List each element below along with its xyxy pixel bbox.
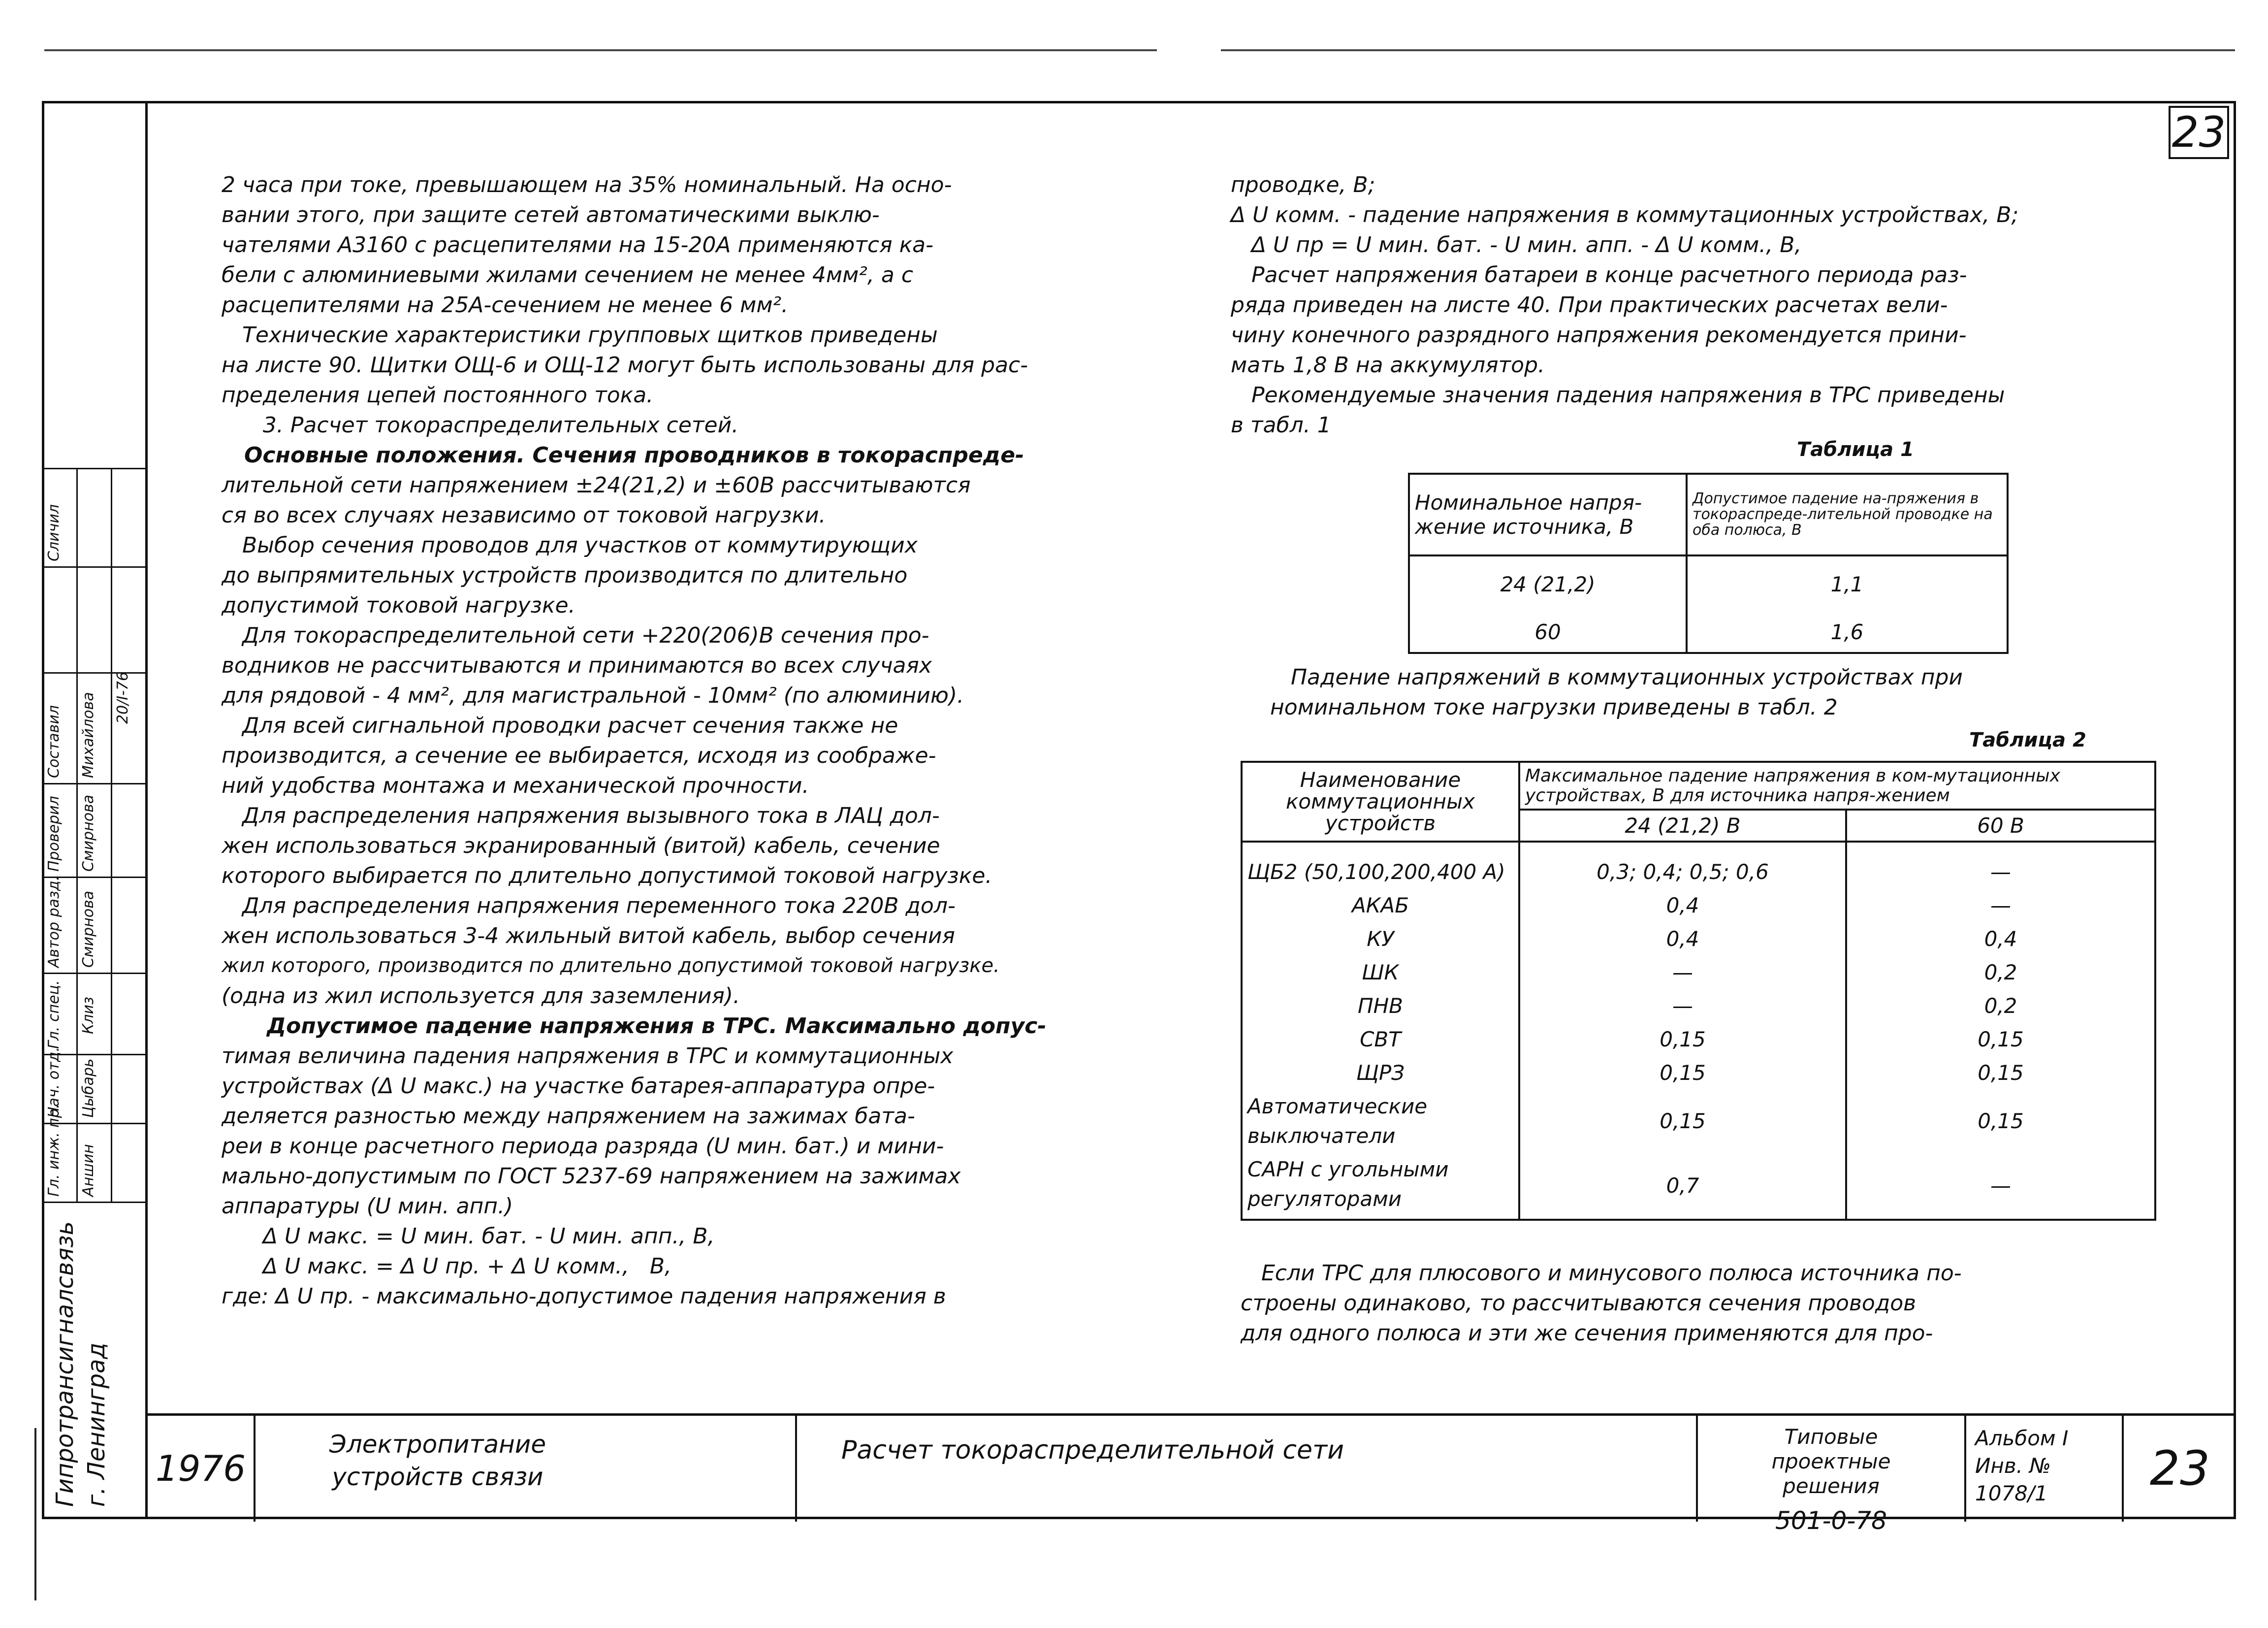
- top-rule-left: [44, 49, 1157, 51]
- table1-caption: Таблица 1: [1797, 438, 1914, 461]
- table1-header-drop: Допустимое падение на-пряжения в токораспреде-лительной проводке на оба полюса, В: [1687, 474, 2008, 555]
- text-line: жил которого, производится по длительно допустимой токовой нагрузке.: [222, 954, 1000, 977]
- text-line: в табл. 1: [1231, 413, 1331, 438]
- section-heading: 3. Расчет токораспределительных сетей.: [222, 413, 739, 438]
- table1-row: [1409, 555, 2008, 612]
- role-2: Нач. отд.: [45, 1047, 63, 1118]
- table2-subheader-24: 24 (21,2) В: [1519, 810, 1846, 842]
- text-line: где: Δ U пр. - максимально-допустимое падения напряжения в: [222, 1284, 946, 1309]
- text-line: номинальном токе нагрузки приведены в табл. 2: [1270, 695, 1838, 720]
- title-album-cell: [1964, 1416, 2122, 1522]
- table2-cell: ШК: [1242, 956, 1519, 989]
- formula-line: Δ U макс. = U мин. бат. - U мин. апп., В,: [222, 1224, 715, 1249]
- title-year-cell: [148, 1416, 254, 1522]
- table2-header-device: Наименование коммутационных устройств: [1242, 762, 1519, 842]
- table2-row: [1242, 842, 2155, 889]
- table2-cell: САРН с угольными регуляторами: [1242, 1153, 1519, 1220]
- title-sheet-number: 23: [2149, 1441, 2210, 1496]
- text-line: чателями А3160 с расцепителями на 15-20А применяются ка-: [222, 232, 933, 258]
- title-inv-label: Инв. №: [1975, 1454, 2051, 1478]
- table2-cell: —: [1519, 956, 1846, 989]
- top-rule-right: [1221, 49, 2235, 51]
- title-block: [148, 1413, 2236, 1535]
- text-line: жен использоваться 3-4 жильный витой кабель, выбор сечения: [222, 923, 955, 948]
- title-subject: Электропитание устройств связи: [329, 1430, 546, 1491]
- text-line: Для токораспределительной сети +220(206)В сечения про-: [222, 623, 929, 648]
- name-6: Михайлова: [80, 692, 97, 778]
- role-6: Составил: [45, 705, 63, 778]
- table2-cell: ЩБ2 (50,100,200,400 А): [1242, 842, 1519, 889]
- table2-header-row: [1242, 762, 2155, 810]
- text-line: Выбор сечения проводов для участков от коммутирующих: [222, 533, 918, 558]
- text-line: ряда приведен на листе 40. При практических расчетах вели-: [1231, 293, 1948, 318]
- table2-row: [1242, 1153, 2155, 1220]
- name-5: Смирнова: [80, 794, 97, 872]
- table2-cell: КУ: [1242, 922, 1519, 956]
- left-column: [222, 170, 1216, 1311]
- text-line: которого выбирается по длительно допустимой токовой нагрузке.: [222, 863, 992, 888]
- text-line: реи в конце расчетного периода разряда (U мин. бат.) и мини-: [222, 1134, 944, 1159]
- text-line: 2 часа при токе, превышающем на 35% номинальный. На осно-: [222, 172, 952, 197]
- text-line: устройствах (Δ U макс.) на участке батарея-аппаратура опре-: [222, 1074, 935, 1099]
- table2-row: [1242, 956, 2155, 989]
- text-line: для рядовой - 4 мм², для магистральной - 10мм² (по алюминию).: [222, 683, 964, 708]
- formula-line: Δ U макс. = Δ U пр. + Δ U комм., В,: [222, 1254, 672, 1279]
- table2-cell: 0,4: [1519, 922, 1846, 956]
- right-column-mid: [1270, 662, 2205, 722]
- text-line: Допустимое падение напряжения в ТРС. Максимально допус-: [222, 1013, 1047, 1039]
- text-line: Падение напряжений в коммутационных устройствах при: [1270, 665, 1963, 690]
- table2: [1241, 761, 2156, 1221]
- name-1: Аншин: [80, 1144, 97, 1197]
- title-album: Альбом I: [1975, 1426, 2069, 1450]
- formula-line: Δ U пр = U мин. бат. - U мин. апп. - Δ U комм., В,: [1231, 232, 1802, 258]
- table2-cell: 0,15: [1846, 1023, 2155, 1056]
- right-column-bottom: [1241, 1258, 2215, 1348]
- table2-cell: СВТ: [1242, 1023, 1519, 1056]
- role-4: Автор разд.: [45, 876, 63, 968]
- binding-rule: [34, 1428, 36, 1600]
- organization-name: Гипротрансигналсвязь: [51, 1221, 79, 1507]
- text-line: деляется разностью между напряжением на зажимах бата-: [222, 1104, 915, 1129]
- role-3: Гл. спец.: [45, 980, 63, 1049]
- table2-row: [1242, 922, 2155, 956]
- table1-cell: 1,1: [1687, 555, 2008, 612]
- text-line: для одного полюса и эти же сечения применяются для про-: [1241, 1321, 1933, 1346]
- page-number: 23: [2169, 106, 2229, 159]
- name-2: Цыбарь: [80, 1058, 97, 1118]
- table2-cell: 0,15: [1846, 1090, 2155, 1153]
- table2-cell: Автоматические выключатели: [1242, 1090, 1519, 1153]
- table2-cell: 0,15: [1519, 1090, 1846, 1153]
- sign-date: 20/I-76: [114, 671, 131, 724]
- text-line: бели с алюминиевыми жилами сечением не менее 4мм², а с: [222, 262, 914, 288]
- organization: [49, 1221, 112, 1507]
- table2-caption: Таблица 2: [1969, 729, 2086, 751]
- title-series-cell: [1696, 1416, 1964, 1535]
- text-line: расцепителями на 25А-сечением не менее 6 мм².: [222, 293, 789, 318]
- table1-cell: 60: [1409, 612, 1687, 653]
- text-line: Если ТРС для плюсового и минусового полюса источника по-: [1241, 1261, 1962, 1286]
- table1-cell: 24 (21,2): [1409, 555, 1687, 612]
- text-line: проводке, В;: [1231, 172, 1375, 197]
- table1-cell: 1,6: [1687, 612, 2008, 653]
- table2-cell: 0,4: [1519, 889, 1846, 922]
- table2-row: [1242, 1023, 2155, 1056]
- table2-header-group: Максимальное падение напряжения в ком-мутационных устройствах, В для источника напря-жением: [1519, 762, 2155, 810]
- table2-cell: ПНВ: [1242, 989, 1519, 1023]
- table2-cell: —: [1846, 842, 2155, 889]
- text-line: Расчет напряжения батареи в конце расчетного периода раз-: [1231, 262, 1967, 288]
- title-sheet-number-cell: [2122, 1416, 2236, 1522]
- name-3: Клиз: [80, 997, 97, 1034]
- text-line: производится, а сечение ее выбирается, исходя из соображе-: [222, 743, 936, 768]
- table2-cell: —: [1846, 889, 2155, 922]
- role-7: Сличил: [45, 504, 63, 561]
- text-line: ний удобства монтажа и механической прочности.: [222, 773, 809, 798]
- text-line: Технические характеристики групповых щитков приведены: [222, 323, 938, 348]
- text-line: Основные положения. Сечения проводников в токораспреде-: [222, 443, 1024, 468]
- table2-row: [1242, 1090, 2155, 1153]
- table2-row: [1242, 989, 2155, 1023]
- table1-header-row: [1409, 474, 2008, 555]
- table2-cell: 0,2: [1846, 956, 2155, 989]
- table2-cell: 0,4: [1846, 922, 2155, 956]
- text-line: Для всей сигнальной проводки расчет сечения также не: [222, 713, 898, 738]
- title-inv-number: 1078/1: [1975, 1481, 2048, 1505]
- text-line: тимая величина падения напряжения в ТРС и коммутационных: [222, 1043, 954, 1069]
- table2-cell: 0,2: [1846, 989, 2155, 1023]
- title-sheet: Расчет токораспределительной сети: [841, 1435, 1344, 1465]
- table2-row: [1242, 1056, 2155, 1090]
- text-line: аппаратуры (U мин. апп.): [222, 1194, 513, 1219]
- text-line: Рекомендуемые значения падения напряжения в ТРС приведены: [1231, 383, 2005, 408]
- text-line: (одна из жил используется для заземления).: [222, 983, 740, 1009]
- title-series-code: 501-0-78: [1775, 1506, 1887, 1535]
- text-line: жен использоваться экранированный (витой) кабель, сечение: [222, 833, 940, 858]
- text-line: пределения цепей постоянного тока.: [222, 383, 654, 408]
- text-line: Для распределения напряжения вызывного тока в ЛАЦ дол-: [222, 803, 940, 828]
- text-line: мально-допустимым по ГОСТ 5237-69 напряжением на зажимах: [222, 1164, 961, 1189]
- table2-cell: 0,15: [1519, 1023, 1846, 1056]
- text-line: допустимой токовой нагрузке.: [222, 593, 575, 618]
- title-series-label: Типовые проектные решения: [1771, 1425, 1891, 1498]
- table2-cell: 0,3; 0,4; 0,5; 0,6: [1519, 842, 1846, 889]
- text-line: на листе 90. Щитки ОЩ-6 и ОЩ-12 могут быть использованы для рас-: [222, 353, 1028, 378]
- table2-cell: —: [1846, 1153, 2155, 1220]
- text-line: вании этого, при защите сетей автоматическими выклю-: [222, 202, 880, 228]
- table1: [1408, 473, 2009, 654]
- role-1: Гл. инж. пр.: [45, 1104, 63, 1197]
- table2-cell: 0,15: [1846, 1056, 2155, 1090]
- text-line: чину конечного разрядного напряжения рекомендуется прини-: [1231, 323, 1967, 348]
- title-year: 1976: [155, 1448, 246, 1489]
- text-line: Δ U комм. - падение напряжения в коммутационных устройствах, В;: [1231, 202, 2019, 228]
- table1-row: [1409, 612, 2008, 653]
- title-subject-cell: [254, 1416, 795, 1522]
- table2-row: [1242, 889, 2155, 922]
- text-line: мать 1,8 В на аккумулятор.: [1231, 353, 1545, 378]
- text-line: лительной сети напряжением ±24(21,2) и ±60В рассчитываются: [222, 473, 971, 498]
- table2-cell: —: [1519, 989, 1846, 1023]
- text-line: водников не рассчитываются и принимаются во всех случаях: [222, 653, 932, 678]
- title-sheet-cell: [795, 1416, 1696, 1522]
- text-line: ся во всех случаях независимо от токовой нагрузки.: [222, 503, 826, 528]
- text-line: до выпрямительных устройств производится по длительно: [222, 563, 908, 588]
- table1-header-voltage: Номинальное напря-жение источника, В: [1409, 474, 1687, 555]
- table2-cell: АКАБ: [1242, 889, 1519, 922]
- table2-cell: ЩРЗ: [1242, 1056, 1519, 1090]
- text-line: Для распределения напряжения переменного тока 220В дол-: [222, 893, 956, 918]
- right-column-top: [1231, 170, 2215, 440]
- role-5: Проверил: [45, 796, 63, 872]
- organization-city: г. Ленинград: [83, 1342, 110, 1507]
- text-line: строены одинаково, то рассчитываются сечения проводов: [1241, 1291, 1917, 1316]
- table2-subheader-60: 60 В: [1846, 810, 2155, 842]
- name-4: Смирнова: [80, 890, 97, 968]
- table2-cell: 0,15: [1519, 1056, 1846, 1090]
- table2-cell: 0,7: [1519, 1153, 1846, 1220]
